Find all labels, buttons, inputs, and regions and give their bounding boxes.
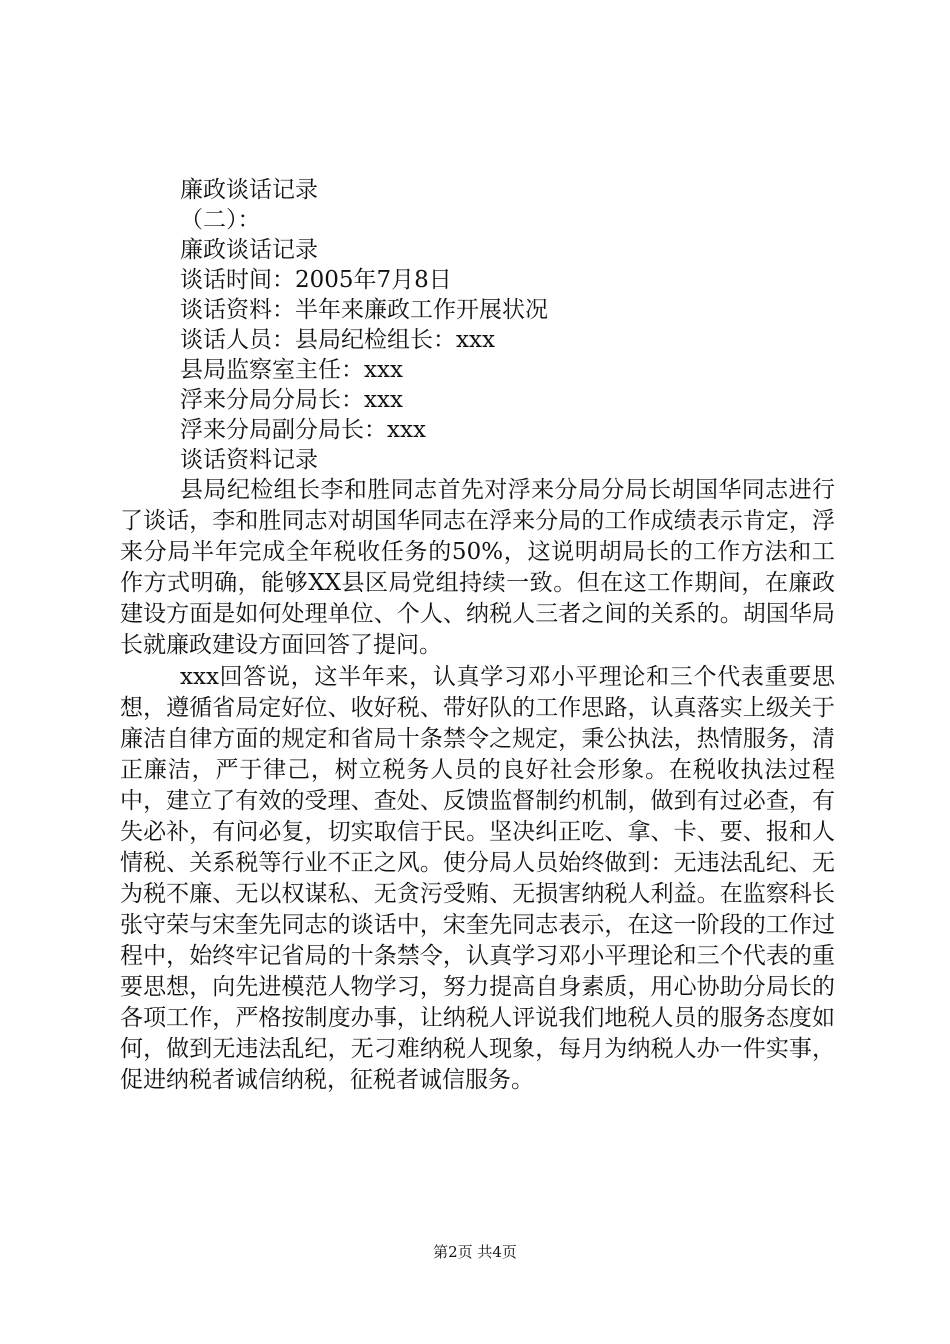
talk-participant: 谈话人员：县局纪检组长：xxx (180, 327, 495, 353)
doc-title: 廉政谈话记录 (180, 177, 318, 203)
talk-participant: 浮来分局分局长：xxx (180, 387, 403, 413)
body-paragraph: 县局纪检组长李和胜同志首先对浮来分局分局长胡国华同志进行了谈话，李和胜同志对胡国华同志在浮来分局的工作成绩表示肯定，浮来分局半年完成全年税收任务的50%，这说明胡局长的工作方法和工作方式明确，能够XX县区局党组持续一致。但在这工作期间，在廉政建设方面是如何处理单位、个人、纳税人三者之间的关系的。胡国华局长就廉政建设方面回答了提问。 (120, 477, 835, 658)
talk-topic: 谈话资料：半年来廉政工作开展状况 (180, 297, 548, 323)
record-heading: 谈话资料记录 (180, 447, 318, 473)
doc-section-number: （二）： (180, 207, 261, 233)
body-paragraph: xxx回答说，这半年来，认真学习邓小平理论和三个代表重要思想，遵循省局定好位、收好税、带好队的工作思路，认真落实上级关于廉洁自律方面的规定和省局十条禁令之规定，秉公执法，热情服务，清正廉洁，严于律己，树立税务人员的良好社会形象。在税收执法过程中，建立了有效的受理、查处、反馈监督制约机制，做到有过必查，有失必补，有问必复，切实取信于民。坚决纠正吃、拿、卡、要、报和人情税、关系税等行业不正之风。使分局人员始终做到：无违法乱纪、无为税不廉、无以权谋私、无贪污受贿、无损害纳税人利益。在监察科长张守荣与宋奎先同志的谈话中，宋奎先同志表示，在这一阶段的工作过程中，始终牢记省局的十条禁令，认真学习邓小平理论和三个代表的重要思想，向先进模范人物学习，努力提高自身素质，用心协助分局长的各项工作，严格按制度办事，让纳税人评说我们地税人员的服务态度如何，做到无违法乱纪，无刁难纳税人现象，每月为纳税人办一件实事，促进纳税者诚信纳税，征税者诚信服务。 (120, 664, 835, 1093)
doc-subtitle: 廉政谈话记录 (180, 237, 318, 263)
talk-time: 谈话时间：2005年7月8日 (180, 267, 452, 293)
talk-participant: 浮来分局副分局长：xxx (180, 417, 426, 443)
page-footer: 第2页 共4页 (433, 1243, 517, 1261)
document-body (120, 175, 835, 1096)
talk-participant: 县局监察室主任：xxx (180, 357, 403, 383)
